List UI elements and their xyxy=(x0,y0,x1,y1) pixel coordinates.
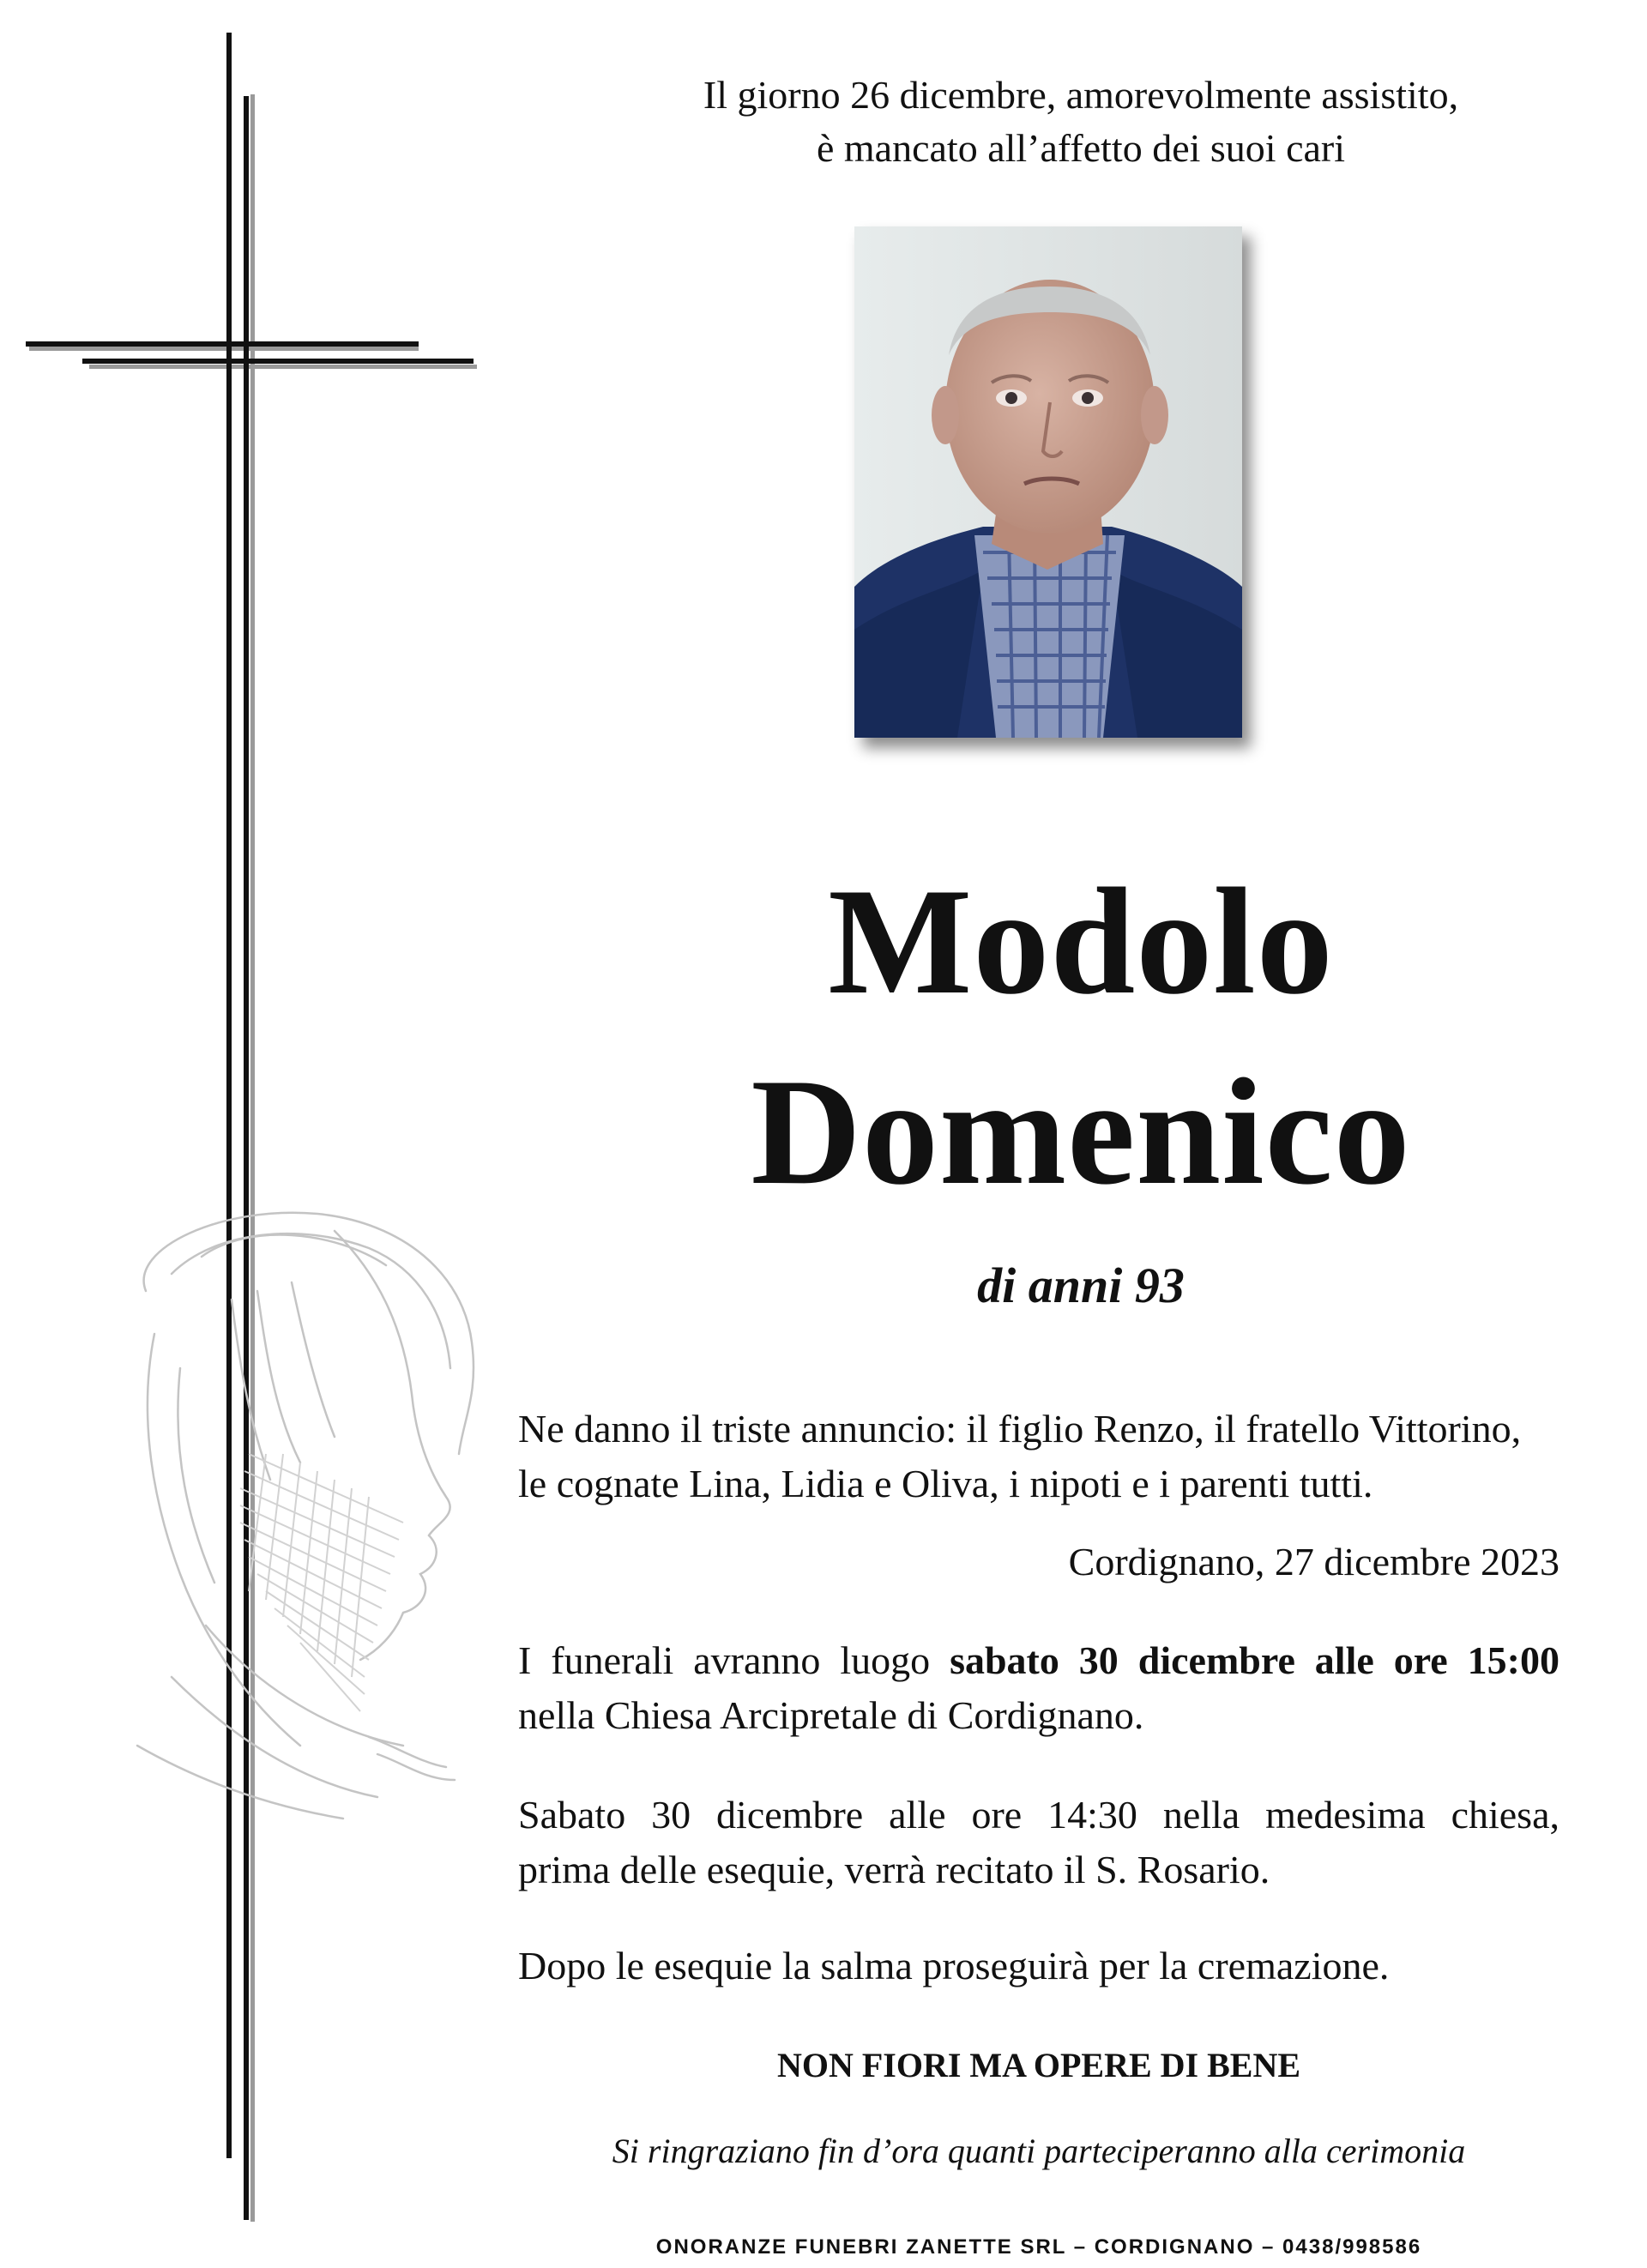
funeral-line-1 xyxy=(518,1633,1560,1688)
rosary-line-2: prima delle esequie, verrà recitato il S. Rosario. xyxy=(518,1848,1270,1891)
deceased-age: di anni 93 xyxy=(977,1258,1185,1313)
funeral-home-footer: ONORANZE FUNEBRI ZANETTE SRL – CORDIGNANO – 0438/998586 xyxy=(655,2235,1422,2259)
no-flowers-note: NON FIORI MA OPERE DI BENE xyxy=(776,2046,1301,2084)
christ-sketch-icon xyxy=(120,1197,498,1827)
rosary-line-1: Sabato 30 dicembre alle ore 14:30 nella medesima chiesa, xyxy=(518,1793,1560,1837)
funeral-text xyxy=(518,1633,1560,1743)
intro-line-2: è mancato all’affetto dei suoi cari xyxy=(816,126,1346,170)
funeral-line-2: nella Chiesa Arcipretale di Cordignano. xyxy=(518,1693,1144,1737)
deceased-first-name: Domenico xyxy=(751,1047,1411,1216)
announcement-line-2: le cognate Lina, Lidia e Oliva, i nipoti e i parenti tutti. xyxy=(518,1462,1373,1505)
deceased-surname: Modolo xyxy=(828,856,1334,1026)
funeral-prefix: I funerali avranno luogo xyxy=(518,1638,950,1682)
cremation-text: Dopo le esequie la salma proseguirà per la cremazione. xyxy=(518,1944,1390,1988)
place-date: Cordignano, 27 dicembre 2023 xyxy=(1068,1540,1560,1583)
intro-line-1: Il giorno 26 dicembre, amorevolmente assistito, xyxy=(703,73,1459,117)
rosary-text xyxy=(518,1788,1560,1897)
announcement-text xyxy=(518,1402,1560,1511)
announcement-line-1: Ne danno il triste annuncio: il figlio Renzo, il fratello Vittorino, xyxy=(518,1407,1522,1451)
deceased-portrait-photo xyxy=(854,226,1242,738)
thanks-note: Si ringraziano fin d’ora quanti parteciperanno alla cerimonia xyxy=(612,2132,1466,2170)
funeral-datetime: sabato 30 dicembre alle ore 15:00 xyxy=(950,1638,1560,1682)
